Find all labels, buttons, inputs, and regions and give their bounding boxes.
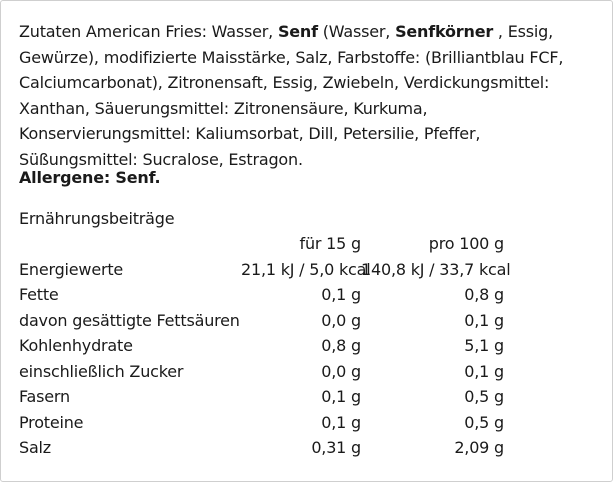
- nutrition-value-per-portion: 0,8 g: [321, 336, 361, 355]
- nutrition-row-fiber: [19, 384, 504, 410]
- nutrition-row-salt: [19, 435, 504, 461]
- nutrition-table: [19, 231, 511, 461]
- nutrition-value-per-100g: 0,1 g: [464, 361, 504, 381]
- nutrition-label: Fasern: [19, 387, 70, 406]
- ingredient-mustard: Senf: [277, 22, 318, 41]
- nutrition-header-per-100g: pro 100 g: [428, 234, 504, 253]
- nutrition-title: Ernährungsbeiträge: [19, 209, 175, 228]
- nutrition-value-per-100g: 0,5 g: [464, 387, 504, 406]
- nutrition-value-per-portion: 21,1 kJ / 5,0 kcal: [241, 259, 371, 279]
- nutrition-row-saturated-fat: [19, 308, 504, 334]
- nutrition-row-protein: [19, 410, 504, 436]
- nutrition-label: Energiewerte: [19, 259, 124, 279]
- nutrition-value-per-100g: 0,5 g: [464, 412, 504, 432]
- nutrition-header-label: [19, 231, 241, 257]
- ingredient-mustard-seeds: Senfkörner: [395, 22, 494, 41]
- nutrition-header-per-portion: für 15 g: [299, 234, 361, 253]
- nutrition-row-sugar: [19, 359, 504, 385]
- allergens-text: [19, 165, 160, 190]
- ingredients-text: [19, 19, 599, 172]
- nutrition-label: Salz: [19, 438, 52, 457]
- nutrition-value-per-100g: 0,1 g: [464, 310, 504, 330]
- allergens-label: Allergene: Senf.: [19, 168, 161, 187]
- nutrition-value-per-100g: 2,09 g: [454, 438, 504, 457]
- nutrition-value-per-100g: 0,8 g: [464, 285, 504, 304]
- nutrition-value-per-portion: 0,0 g: [321, 310, 361, 330]
- nutrition-value-per-portion: 0,1 g: [321, 387, 361, 406]
- nutrition-value-per-100g: 140,8 kJ / 33,7 kcal: [361, 259, 511, 279]
- nutrition-value-per-portion: 0,0 g: [321, 361, 361, 381]
- nutrition-label: davon gesättigte Fettsäuren: [19, 310, 240, 330]
- nutrition-value-per-portion: 0,1 g: [321, 412, 361, 432]
- nutrition-value-per-portion: 0,31 g: [311, 438, 361, 457]
- nutrition-label: einschließlich Zucker: [19, 361, 184, 381]
- nutrition-row-carbohydrates: [19, 333, 504, 359]
- nutrition-label: Kohlenhydrate: [19, 336, 133, 355]
- nutrition-header-row: [19, 231, 504, 257]
- nutrition-row-fat: [19, 282, 504, 308]
- nutrition-value-per-portion: 0,1 g: [321, 285, 361, 304]
- nutrition-label: Proteine: [19, 412, 84, 432]
- nutrition-row-energy: [19, 257, 511, 283]
- nutrition-value-per-100g: 5,1 g: [464, 336, 504, 355]
- ingredients-intro: Zutaten American Fries: Wasser,: [19, 22, 278, 41]
- ingredients-part2: (Wasser,: [317, 22, 396, 41]
- ingredients-part3: , Essig, Gewürze), modifizierte Maisstärke, Salz, Farbstoffe: (Brilliantblau FCF, Calciumcarbonat), Zitronensaft, Essig, Zwiebeln, Verdickungsmittel: Xanthan, Säuerungsmittel: Zitronensäure, Kurkuma, Konservierungsmittel: Kaliumsorbat, Dill, Petersilie, Pfeffer, Süßungsmittel: Sucralose, Estragon.: [19, 22, 564, 169]
- nutrition-label: Fette: [19, 285, 59, 304]
